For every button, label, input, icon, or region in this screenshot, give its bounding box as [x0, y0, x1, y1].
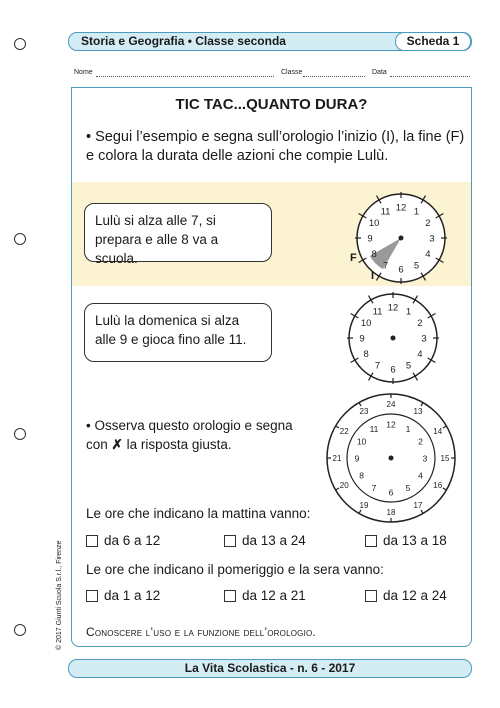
instruction-2: [86, 416, 306, 454]
clock-number: 11: [380, 206, 391, 218]
clock-number: 12: [386, 419, 396, 430]
clock-number: 7: [382, 260, 389, 272]
clock-number: 5: [405, 360, 412, 372]
checkbox[interactable]: [224, 590, 236, 602]
clock-number: 2: [417, 318, 423, 329]
example-box: [84, 203, 272, 266]
classe-label: Classe: [281, 69, 303, 76]
punch-hole: [14, 233, 26, 245]
header-bar: [68, 32, 472, 51]
clock-number: 10: [356, 436, 367, 447]
instruction-1: • Segui l’esempio e segna sull’orologio l’inizio (I), la fine (F) e colora la durata delle azioni che compie Lulù.: [86, 129, 465, 164]
subject-label: Storia e Geografia • Classe seconda: [81, 34, 286, 48]
clock-number-24h: 16: [433, 481, 443, 490]
clock-number: 2: [425, 218, 431, 229]
clock-number-24h: 20: [339, 481, 349, 490]
clock-number: 9: [367, 233, 373, 245]
clock-number: 10: [360, 318, 372, 329]
outer-tick: [415, 376, 418, 380]
punch-hole: [14, 428, 26, 440]
outer-tick: [423, 196, 426, 200]
instruction-2-prefix: • Osserva questo orologio e segna con: [86, 418, 293, 452]
clock-number: 7: [371, 482, 377, 493]
clock-number: 9: [359, 333, 365, 345]
task-text: Lulù la domenica si alza alle 9 e gioca fino alle 11.: [95, 313, 247, 347]
clock-number: 1: [405, 424, 411, 435]
clock-number-24h: 19: [359, 500, 369, 510]
outer-tick: [359, 214, 363, 217]
nome-label: Nome: [74, 69, 93, 76]
clock-number: 5: [413, 260, 420, 272]
classe-field[interactable]: [303, 76, 365, 77]
outer-tick: [351, 360, 355, 363]
punch-hole: [14, 38, 26, 50]
q1-option-1[interactable]: da 6 a 12: [86, 533, 160, 548]
outer-tick: [369, 296, 372, 300]
clock-number: 4: [418, 470, 423, 481]
cross-mark-icon: ✗: [111, 437, 123, 452]
clock-number: 8: [363, 349, 369, 360]
clock-number-24h: 18: [386, 508, 396, 517]
clock-number-24h: 23: [359, 407, 369, 417]
q2-option-3[interactable]: da 12 a 24: [365, 588, 447, 603]
task-clock[interactable]: [347, 292, 439, 384]
clock-number-24h: 22: [339, 427, 349, 436]
copyright-note: © 2017 Giunti Scuola S.r.l., Firenze: [56, 540, 63, 650]
clock-number-24h: 17: [413, 500, 423, 510]
clock-number: 11: [369, 424, 379, 435]
example-text: Lulù si alza alle 7, si prepara e alle 8 va a scuola.: [95, 213, 219, 266]
q1-option-3[interactable]: da 13 a 18: [365, 533, 447, 548]
label-fine: F: [350, 252, 357, 264]
outer-tick: [431, 314, 435, 317]
outer-tick: [415, 296, 418, 300]
outer-tick: [431, 360, 435, 363]
punch-hole: [14, 624, 26, 636]
clock-number: 3: [421, 333, 427, 345]
clock-number: 9: [354, 453, 360, 464]
clock-number: 7: [374, 360, 381, 372]
checkbox[interactable]: [86, 590, 98, 602]
outer-tick: [359, 260, 363, 263]
example-clock: [355, 192, 447, 284]
clock-number: 6: [388, 487, 394, 498]
clock-number-24h: 21: [332, 454, 342, 463]
page-title: TIC TAC...QUANTO DURA?: [175, 96, 368, 113]
clock-number: 8: [371, 249, 377, 260]
footer-bar: La Vita Scolastica - n. 6 - 2017: [68, 659, 472, 678]
learning-objective: Conoscere l’uso e la funzione dell’orologio.: [86, 625, 316, 639]
clock-number: 4: [425, 249, 431, 260]
task-box: [84, 303, 272, 362]
data-label: Data: [372, 69, 387, 76]
clock-center: [389, 456, 394, 461]
clock-center: [399, 236, 404, 241]
checkbox[interactable]: [365, 590, 377, 602]
clock-number: 1: [405, 306, 412, 318]
clock-number: 4: [417, 349, 423, 360]
outer-tick: [377, 196, 380, 200]
clock-24h: [325, 392, 457, 524]
outer-tick: [439, 260, 443, 263]
clock-number: 12: [395, 202, 407, 214]
data-field[interactable]: [390, 76, 470, 77]
clock-number-24h: 24: [386, 400, 396, 409]
question-1: Le ore che indicano la mattina vanno:: [86, 506, 311, 521]
question-2: Le ore che indicano il pomeriggio e la sera vanno:: [86, 562, 384, 577]
outer-tick: [423, 276, 426, 280]
outer-tick: [439, 214, 443, 217]
outer-tick: [369, 376, 372, 380]
clock-number-24h: 15: [440, 454, 450, 463]
checkbox[interactable]: [86, 535, 98, 547]
clock-number: 1: [413, 206, 420, 218]
checkbox[interactable]: [224, 535, 236, 547]
clock-number: 3: [429, 233, 435, 245]
label-inizio: I: [371, 270, 375, 282]
checkbox[interactable]: [365, 535, 377, 547]
clock-number: 6: [390, 364, 396, 376]
clock-number: 12: [387, 302, 399, 314]
q2-option-2[interactable]: da 12 a 21: [224, 588, 306, 603]
q1-option-2[interactable]: da 13 a 24: [224, 533, 306, 548]
clock-number: 6: [398, 264, 404, 276]
clock-number: 8: [359, 470, 364, 481]
clock-number: 3: [422, 453, 428, 464]
q2-option-1[interactable]: da 1 a 12: [86, 588, 160, 603]
outer-tick: [351, 314, 355, 317]
clock-number-24h: 13: [413, 407, 423, 417]
clock-number: 5: [405, 482, 411, 493]
nome-field[interactable]: [96, 76, 274, 77]
clock-number: 10: [368, 218, 380, 229]
clock-number: 2: [418, 436, 423, 447]
outer-tick: [377, 276, 380, 280]
clock-number-24h: 14: [433, 427, 443, 436]
clock-number: 11: [372, 306, 383, 318]
clock-center: [391, 336, 396, 341]
instruction-2-suffix: la risposta giusta.: [122, 437, 232, 452]
scheda-badge: Scheda 1: [395, 32, 471, 51]
